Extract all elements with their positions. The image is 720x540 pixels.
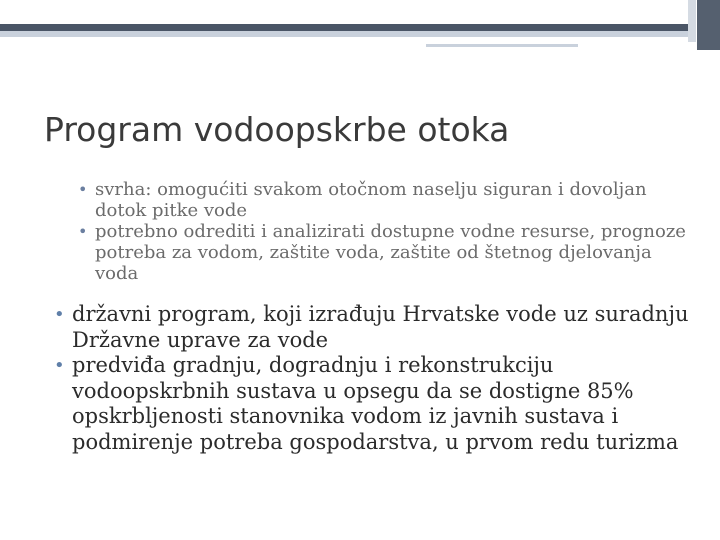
bullet-icon: • — [78, 222, 88, 241]
list-item — [78, 179, 695, 221]
bullet-text: državni program, koji izrađuju Hrvatske vode uz suradnju Državne uprave za vode — [72, 302, 689, 352]
slide-title: Program vodoopskrbe otoka — [44, 110, 510, 149]
bullet-icon: • — [54, 355, 65, 377]
header-bar-dark — [0, 24, 690, 31]
bullet-icon: • — [78, 180, 88, 199]
bullet-text: predviđa gradnju, dogradnju i rekonstrukciju vodoopskrbnih sustava u opsegu da se dostigne 85% opskrbljenosti stanovnika vodom iz javnih sustava i podmirenje potreba gospodarstva, u prvom redu turizma — [72, 353, 679, 454]
header-bar-light — [0, 31, 690, 37]
header-bar-accent — [426, 44, 578, 47]
bullet-text: svrha: omogućiti svakom otočnom naselju siguran i dovoljan dotok pitke vode — [95, 179, 647, 221]
corner-block-dark — [697, 0, 720, 50]
bullet-text: potrebno odrediti i analizirati dostupne vodne resurse, prognoze potreba za vodom, zaštite voda, zaštite od štetnog djelovanja voda — [95, 221, 686, 284]
sub-bullet-list — [78, 179, 695, 284]
corner-block-light — [688, 0, 696, 42]
list-item — [78, 221, 695, 284]
bullet-icon: • — [54, 304, 65, 325]
main-bullet-list — [54, 302, 702, 456]
list-item — [54, 353, 702, 455]
list-item — [54, 302, 702, 353]
